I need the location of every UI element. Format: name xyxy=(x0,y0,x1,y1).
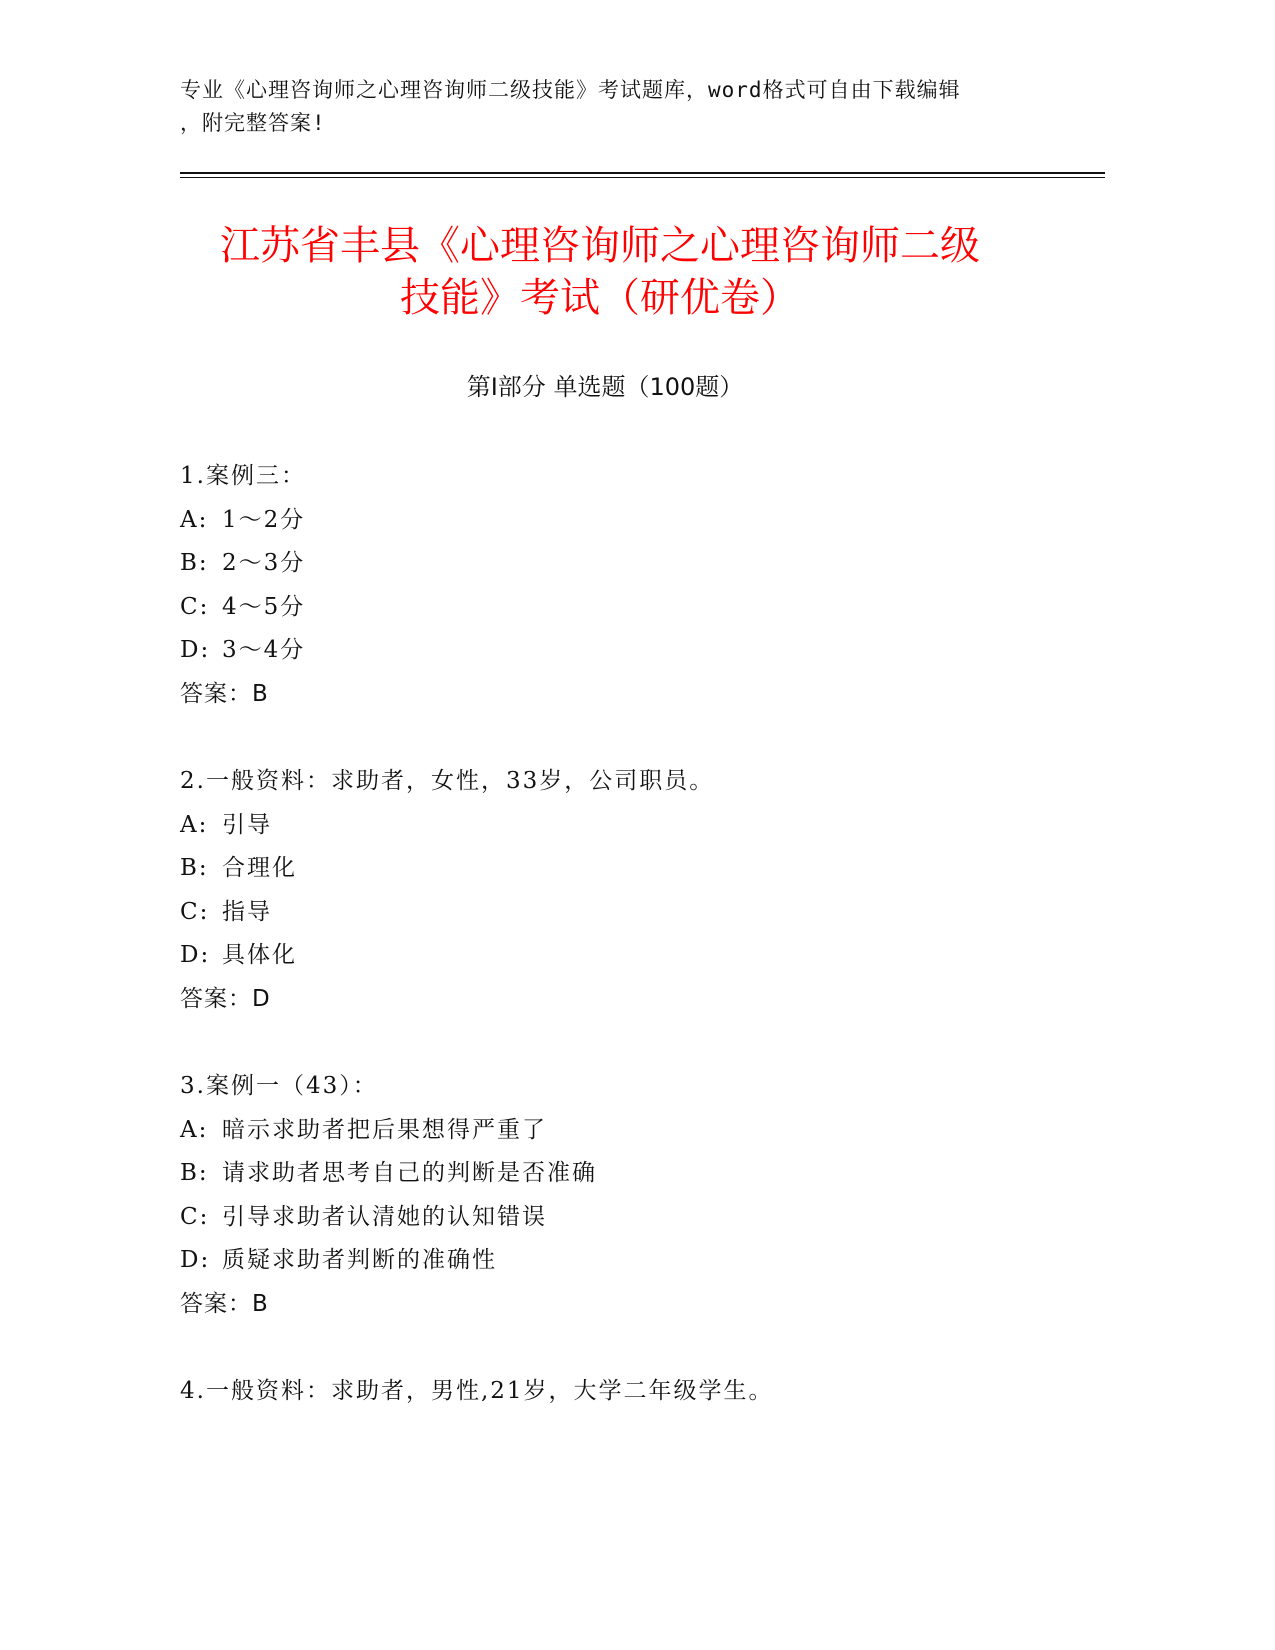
option-text: 引导求助者认清她的认知错误 xyxy=(222,1203,547,1230)
header-note-line-2: ，附完整答案! xyxy=(180,111,326,135)
option-text: 引导 xyxy=(222,811,272,838)
option-letter: C: xyxy=(180,593,210,620)
option-c xyxy=(180,1196,1080,1240)
question-1 xyxy=(180,455,1080,716)
option-letter: C: xyxy=(180,898,210,925)
option-c xyxy=(180,586,1080,630)
option-letter: A: xyxy=(180,811,209,838)
option-text: 质疑求助者判断的准确性 xyxy=(222,1247,497,1273)
option-letter: A: xyxy=(180,506,209,533)
option-text: 合理化 xyxy=(222,855,297,881)
option-b xyxy=(180,1152,1080,1196)
header-note xyxy=(180,74,1040,140)
document-title-line-2: 技能》考试（研优卷） xyxy=(400,275,800,321)
question-stem: 1.案例三： xyxy=(180,463,306,489)
option-letter: D: xyxy=(180,942,211,968)
question-stem: 3.案例一（43）： xyxy=(180,1073,378,1099)
section-title: 第Ⅰ部分 单选题（100题） xyxy=(466,373,744,401)
question-4 xyxy=(180,1370,1080,1414)
answer-line: 答案：B xyxy=(180,680,269,707)
header-note-line-1: 专业《心理咨询师之心理咨询师二级技能》考试题库，word格式可自由下载编辑 xyxy=(180,78,961,102)
option-letter: D: xyxy=(180,637,211,663)
option-letter: D: xyxy=(180,1247,211,1273)
option-c xyxy=(180,891,1080,935)
option-a xyxy=(180,499,1080,543)
option-letter: B: xyxy=(180,1160,209,1186)
question-list xyxy=(180,455,1080,1458)
option-text: 2～3分 xyxy=(222,550,306,576)
option-letter: C: xyxy=(180,1203,210,1230)
option-text: 暗示求助者把后果想得严重了 xyxy=(222,1116,547,1143)
option-d xyxy=(180,629,1080,673)
option-b xyxy=(180,847,1080,891)
option-a xyxy=(180,1109,1080,1153)
question-stem: 2.一般资料：求助者，女性，33岁，公司职员。 xyxy=(180,768,715,794)
header-rule-thick xyxy=(180,172,1105,174)
option-text: 指导 xyxy=(222,898,272,925)
option-text: 3～4分 xyxy=(222,637,306,663)
option-text: 具体化 xyxy=(222,942,297,968)
option-a xyxy=(180,804,1080,848)
option-d xyxy=(180,1239,1080,1283)
answer-line: 答案：D xyxy=(180,985,271,1012)
option-d xyxy=(180,934,1080,978)
option-text: 请求助者思考自己的判断是否准确 xyxy=(222,1160,597,1186)
option-letter: B: xyxy=(180,855,209,881)
option-text: 4～5分 xyxy=(222,593,306,620)
question-3 xyxy=(180,1065,1080,1326)
option-letter: B: xyxy=(180,550,209,576)
question-2 xyxy=(180,760,1080,1021)
document-title-line-1: 江苏省丰县《心理咨询师之心理咨询师二级 xyxy=(220,223,980,269)
document-title xyxy=(150,220,1050,324)
question-stem: 4.一般资料：求助者，男性,21岁，大学二年级学生。 xyxy=(180,1378,774,1404)
header-rule-thin xyxy=(180,177,1105,178)
answer-line: 答案：B xyxy=(180,1290,269,1317)
option-text: 1～2分 xyxy=(222,506,306,533)
option-b xyxy=(180,542,1080,586)
option-letter: A: xyxy=(180,1116,209,1143)
